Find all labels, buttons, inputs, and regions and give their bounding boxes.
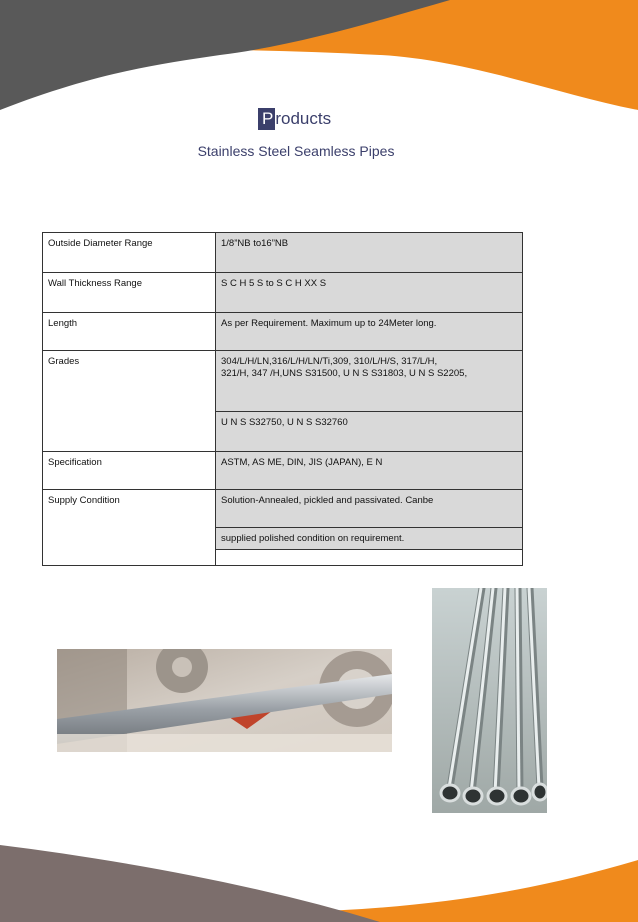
page-title xyxy=(258,108,331,130)
specification-table xyxy=(42,232,523,566)
table-row xyxy=(43,351,523,411)
title-initial: P xyxy=(258,108,275,130)
header-decoration xyxy=(0,0,638,110)
row-label: Specification xyxy=(43,451,216,489)
table-row xyxy=(43,273,523,313)
footer-decoration xyxy=(0,820,638,922)
row-label: Length xyxy=(43,313,216,351)
value-line: 321/H, 347 /H,UNS S31500, U N S S31803, U N S S2205, xyxy=(221,368,468,380)
page-subtitle: Stainless Steel Seamless Pipes xyxy=(197,143,395,159)
row-label: Outside Diameter Range xyxy=(43,233,216,273)
row-label: Grades xyxy=(43,351,216,451)
row-value: As per Requirement. Maximum up to 24Meter long. xyxy=(216,313,523,351)
row-value: U N S S32750, U N S S32760 xyxy=(216,411,523,451)
row-value: ASTM, AS ME, DIN, JIS (JAPAN), E N xyxy=(216,451,523,489)
row-value xyxy=(216,351,523,411)
value-line: 304/L/H/LN,316/L/H/LN/Ti,309, 310/L/H/S, 317/L/H, xyxy=(221,356,438,368)
row-value: 1/8”NB to16”NB xyxy=(216,233,523,273)
pipe-cutting-machine-photo xyxy=(57,649,392,752)
table-row xyxy=(43,489,523,527)
stainless-pipes-bundle-photo xyxy=(432,588,547,813)
row-label: Supply Condition xyxy=(43,489,216,565)
table-row xyxy=(43,451,523,489)
row-label: Wall Thickness Range xyxy=(43,273,216,313)
row-value: supplied polished condition on requirement. xyxy=(216,527,523,549)
row-value: S C H 5 S to S C H XX S xyxy=(216,273,523,313)
title-rest: roducts xyxy=(275,109,332,128)
empty-cell xyxy=(216,549,523,565)
table-row xyxy=(43,313,523,351)
row-value: Solution-Annealed, pickled and passivated. Canbe xyxy=(216,489,523,527)
table-row xyxy=(43,233,523,273)
